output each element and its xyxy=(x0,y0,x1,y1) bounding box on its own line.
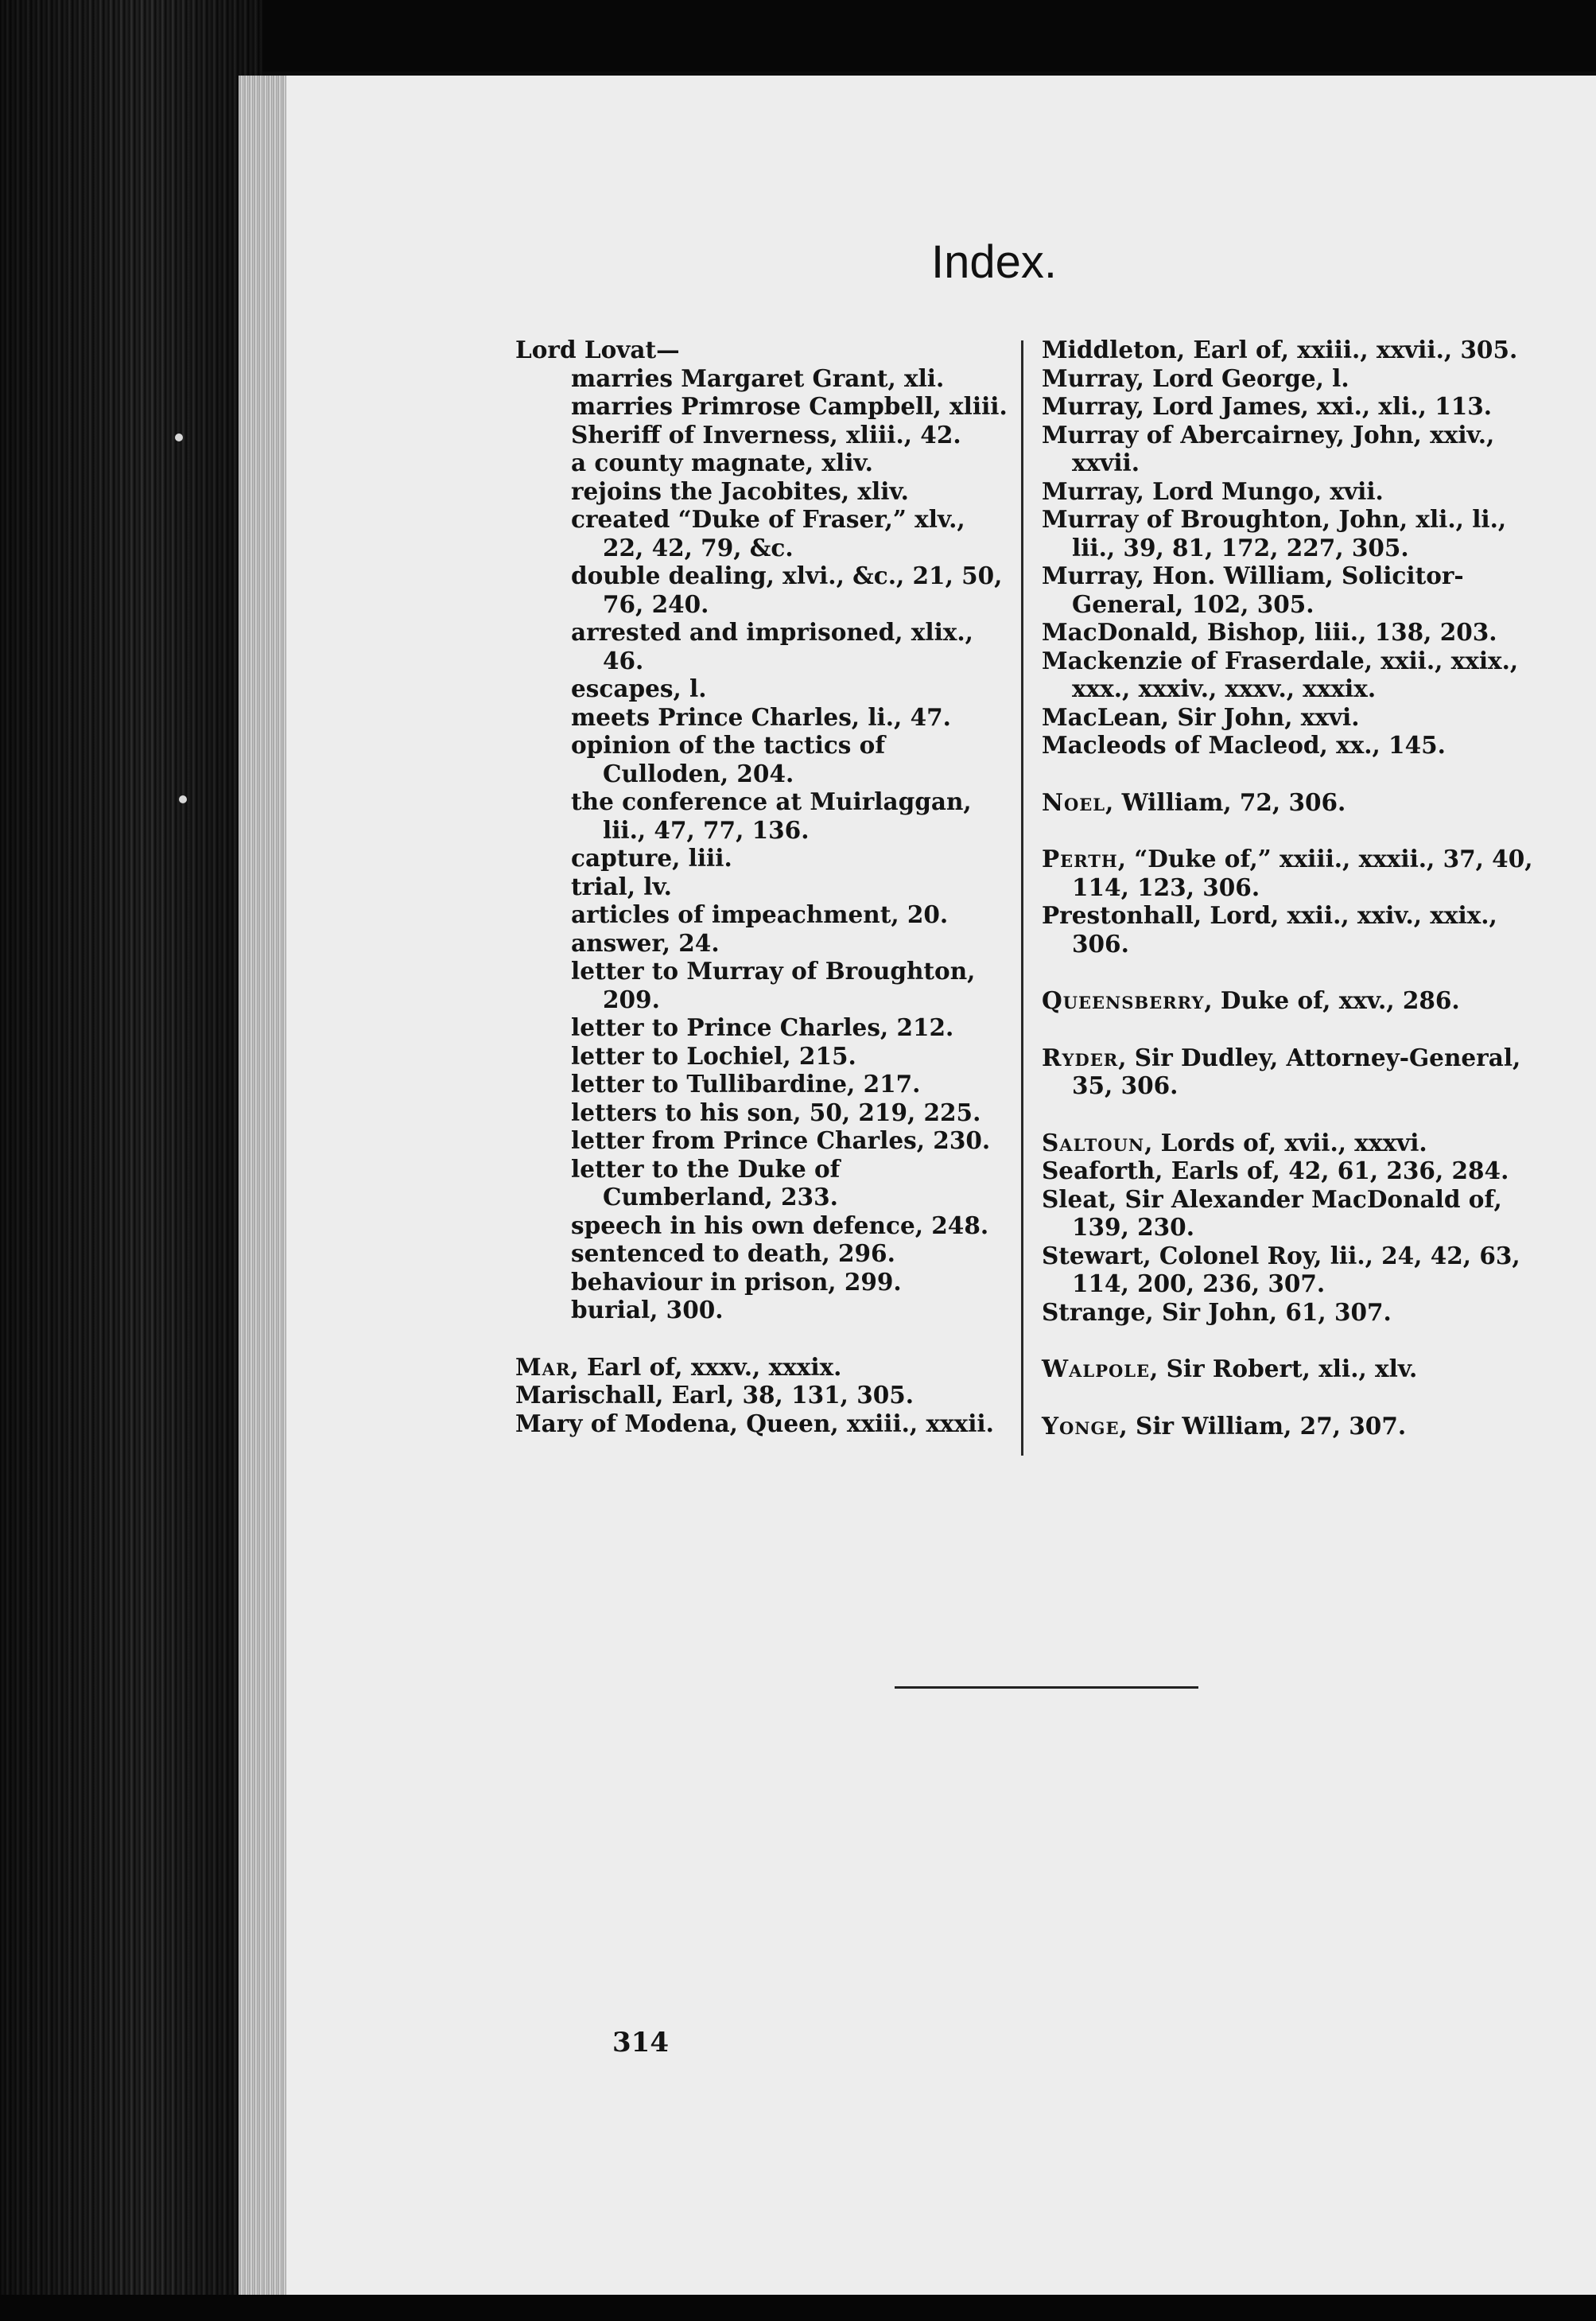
index-entry-text: Murray of Abercairney, John, xxiv., xxvii. xyxy=(1042,420,1495,476)
index-entry-lead: Ryder xyxy=(1042,1043,1119,1071)
index-subentry xyxy=(515,505,1008,562)
index-entry xyxy=(1042,703,1551,732)
page-number: 314 xyxy=(612,2027,669,2059)
index-entry-text: MacLean, Sir John, xxvi. xyxy=(1042,702,1360,731)
index-entry-text: escapes, l. xyxy=(571,675,707,702)
margin-speck xyxy=(175,433,183,441)
index-entry-text: Marischall, Earl, 38, 131, 305. xyxy=(515,1381,914,1409)
index-entry xyxy=(515,1381,1008,1409)
index-entry-text: trial, lv. xyxy=(571,872,672,900)
index-subentry xyxy=(515,449,1008,477)
margin-speck xyxy=(179,795,187,803)
index-entry-text: Murray of Broughton, John, xli., li., lii., 39, 81, 172, 227, 305. xyxy=(1042,505,1507,562)
index-subentry xyxy=(515,703,1008,732)
index-subentry xyxy=(515,392,1008,421)
index-entry-text: , Earl of, xxxv., xxxix. xyxy=(570,1352,842,1381)
index-entry-text: letter to Prince Charles, 212. xyxy=(571,1013,954,1041)
index-entry xyxy=(1042,845,1551,901)
index-entry xyxy=(515,1353,1008,1382)
index-entry-text: opinion of the tactics of Culloden, 204. xyxy=(571,731,886,787)
index-entry-text: letter from Prince Charles, 230. xyxy=(571,1126,991,1154)
index-entry-text: answer, 24. xyxy=(571,928,720,957)
index-entry-lead: Noel xyxy=(1042,787,1106,816)
index-entry-text: Middleton, Earl of, xxiii., xxvii., 305. xyxy=(1042,336,1518,364)
index-entry-text: letter to the Duke of Cumberland, 233. xyxy=(571,1154,841,1211)
scan-bottom-border xyxy=(0,2295,1596,2321)
index-subentry xyxy=(515,1211,1008,1240)
end-rule xyxy=(895,1686,1198,1689)
index-subentry xyxy=(515,1126,1008,1155)
index-entry xyxy=(1042,364,1551,393)
index-subentry xyxy=(515,787,1008,844)
index-subentry xyxy=(515,421,1008,449)
index-entry xyxy=(1042,1242,1551,1298)
index-subentry xyxy=(515,1042,1008,1071)
spine-shadow xyxy=(0,0,262,2321)
index-column-right xyxy=(1042,336,1551,1440)
index-entry-text: Lord Lovat— xyxy=(515,336,680,364)
index-entry-text: letter to Tullibardine, 217. xyxy=(571,1070,921,1098)
index-entry-text: Sleat, Sir Alexander MacDonald of, 139, 230. xyxy=(1042,1184,1502,1241)
index-entry-text: letter to Murray of Broughton, 209. xyxy=(571,957,976,1013)
index-entry xyxy=(1042,477,1551,506)
index-subentry xyxy=(515,364,1008,393)
index-entry xyxy=(1042,1157,1551,1185)
index-entry-text: burial, 300. xyxy=(571,1296,724,1324)
index-entry xyxy=(1042,1412,1551,1440)
index-entry-text: Prestonhall, Lord, xxii., xxiv., xxix., 306. xyxy=(1042,901,1497,958)
index-entry-text: , Sir William, 27, 307. xyxy=(1119,1411,1407,1440)
index-entry xyxy=(1042,562,1551,618)
index-subentry xyxy=(515,1070,1008,1098)
index-entry-text: , William, 72, 306. xyxy=(1105,787,1346,816)
index-entry-text: arrested and imprisoned, xlix., 46. xyxy=(571,618,973,675)
index-subentry xyxy=(515,900,1008,929)
index-entry-text: , Sir Robert, xli., xlv. xyxy=(1150,1355,1418,1382)
index-entry xyxy=(1042,336,1551,364)
index-subentry xyxy=(515,562,1008,618)
index-entry-lead: Walpole xyxy=(1042,1355,1151,1382)
index-subentry xyxy=(515,1239,1008,1268)
index-entry-text: articles of impeachment, 20. xyxy=(571,900,949,928)
index-entry-text: marries Margaret Grant, xli. xyxy=(571,364,945,392)
index-entry xyxy=(1042,421,1551,477)
index-entry xyxy=(1042,505,1551,562)
index-entry-text: the conference at Muirlaggan, lii., 47, 77, 136. xyxy=(571,787,972,844)
index-entry-text: Stewart, Colonel Roy, lii., 24, 42, 63, 114, 200, 236, 307. xyxy=(1042,1241,1520,1297)
index-entry xyxy=(1042,618,1551,647)
index-entry-lead: Mar xyxy=(515,1352,571,1381)
index-entry-text: MacDonald, Bishop, liii., 138, 203. xyxy=(1042,618,1497,646)
index-entry-text: speech in his own defence, 248. xyxy=(571,1211,989,1239)
index-subentry xyxy=(515,873,1008,901)
index-entry-text: , Duke of, xxv., 286. xyxy=(1204,986,1460,1014)
index-entry-text: Strange, Sir John, 61, 307. xyxy=(1042,1297,1392,1326)
index-subentry xyxy=(515,1268,1008,1297)
index-entry-text: sentenced to death, 296. xyxy=(571,1239,895,1267)
index-subentry xyxy=(515,1098,1008,1127)
index-entry xyxy=(1042,392,1551,421)
index-entry-text: a county magnate, xliv. xyxy=(571,449,873,476)
index-entry-text: behaviour in prison, 299. xyxy=(571,1267,902,1296)
index-subentry xyxy=(515,957,1008,1013)
index-entry-lead: Perth xyxy=(1042,845,1118,873)
index-subentry xyxy=(515,844,1008,873)
index-entry-text: marries Primrose Campbell, xliii. xyxy=(571,392,1008,420)
index-subentry xyxy=(515,618,1008,675)
index-entry-text: letters to his son, 50, 219, 225. xyxy=(571,1098,981,1126)
index-entry-text: Murray, Lord Mungo, xvii. xyxy=(1042,476,1384,505)
index-entry-text: capture, liii. xyxy=(571,844,732,872)
index-entry-lead: Yonge xyxy=(1042,1411,1120,1440)
index-entry xyxy=(1042,1298,1551,1327)
index-entry-text: Seaforth, Earls of, 42, 61, 236, 284. xyxy=(1042,1157,1509,1184)
index-entry xyxy=(1042,1044,1551,1100)
index-entry-text: , “Duke of,” xxiii., xxxii., 37, 40, 114, 123, 306. xyxy=(1072,845,1533,901)
index-entry-text: double dealing, xlvi., &c., 21, 50, 76, 240. xyxy=(571,562,1003,618)
index-subentry xyxy=(515,1296,1008,1324)
index-entry-text: Murray, Lord James, xxi., xli., 113. xyxy=(1042,392,1493,420)
index-subentry xyxy=(515,675,1008,703)
index-subentry xyxy=(515,1155,1008,1211)
index-entry xyxy=(1042,788,1551,817)
index-subentry xyxy=(515,477,1008,506)
index-entry-text: Mary of Modena, Queen, xxiii., xxxii. xyxy=(515,1409,994,1437)
index-entry xyxy=(515,1409,1008,1438)
index-entry-text: Mackenzie of Fraserdale, xxii., xxix., xxx., xxxiv., xxxv., xxxix. xyxy=(1042,646,1519,702)
index-entry-text: Macleods of Macleod, xx., 145. xyxy=(1042,731,1446,759)
index-subentry xyxy=(515,1013,1008,1042)
index-entry-text: , Sir Dudley, Attorney-General, 35, 306. xyxy=(1072,1043,1521,1099)
index-entry xyxy=(1042,901,1551,958)
index-entry-text: created “Duke of Fraser,” xlv., 22, 42, 79, &c. xyxy=(571,505,965,562)
index-heading xyxy=(515,336,1008,364)
page-title: Index. xyxy=(931,236,1057,288)
index-entry xyxy=(1042,986,1551,1015)
index-entry-text: Sheriff of Inverness, xliii., 42. xyxy=(571,420,961,449)
index-entry-text: Murray, Hon. William, Solicitor-General, 102, 305. xyxy=(1042,562,1464,618)
index-entry xyxy=(1042,731,1551,760)
index-subentry xyxy=(515,731,1008,787)
index-entry-text: letter to Lochiel, 215. xyxy=(571,1041,856,1070)
index-entry-text: Murray, Lord George, l. xyxy=(1042,364,1349,392)
index-entry-text: , Lords of, xvii., xxxvi. xyxy=(1144,1128,1427,1157)
index-entry xyxy=(1042,647,1551,703)
index-entry xyxy=(1042,1185,1551,1242)
index-column-left xyxy=(515,336,1008,1437)
index-entry-lead: Queensberry xyxy=(1042,986,1205,1014)
index-subentry xyxy=(515,929,1008,958)
index-entry-lead: Saltoun xyxy=(1042,1128,1145,1157)
index-entry-text: rejoins the Jacobites, xliv. xyxy=(571,476,909,505)
index-entry-text: meets Prince Charles, li., 47. xyxy=(571,702,951,731)
index-entry xyxy=(1042,1355,1551,1383)
column-divider xyxy=(1021,340,1023,1456)
index-entry xyxy=(1042,1129,1551,1157)
